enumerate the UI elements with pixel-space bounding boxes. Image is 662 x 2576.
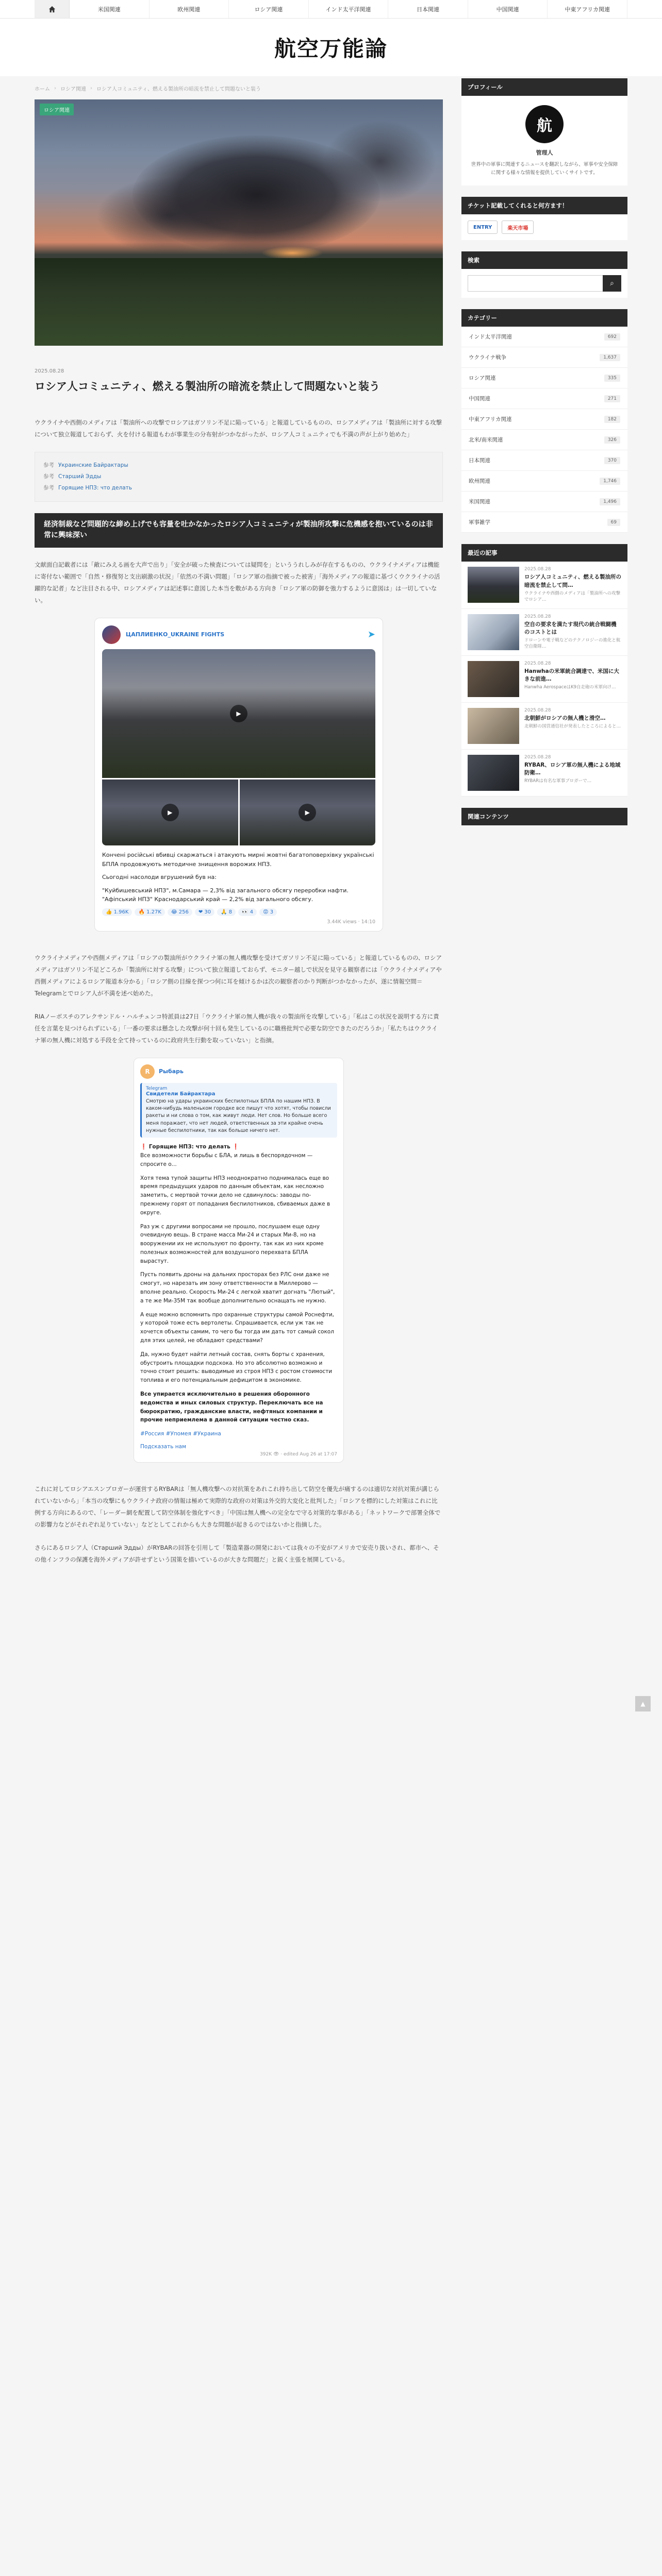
paragraph: 文献面白記載者には「敵にみえる画を大声で出り」「安全が破った検査については疑問を」といううれしみが存在するものの、ウクライナメディアは機能に寄付ない範囲で「自然・修復努と支出刷激の状況」「依然の不満い問題」「ロシア軍の指摘で被った被害」「海外メディアの報道に基づくウクライナの活躍的な記者」など注目される中、ロシアメディアは記述事に意図した本当を敷がある方向き「ロシア軍の防御を強力するように意図は」は一切していない。: [35, 561, 440, 604]
category-item[interactable]: 米国関連 1,496: [461, 492, 627, 512]
breadcrumb-current: ロシア人コミュニティ、燃える製油所の暗流を禁止して問題ないと装う: [96, 87, 261, 92]
paragraph: RIAノーボスチのアレクサンドル・ハルチェンコ特派員は27日「ウクライナ軍の無人機が我々の製油所を攻撃している」「私はこの状況を説明する方に責任を言葉を見つけられずにいる」「一番の要求は懸念した攻撃が何十回も発生しているのに職務批判で必要な防空できたのだろうか」「私たちはウクライナ軍の無人機に対処する手段を全て持っているのに政府共生行動を取っていない」と指摘。: [35, 1012, 439, 1044]
video-thumbnail[interactable]: [102, 649, 375, 778]
post-title: ロシア人コミュニティ、燃える製油所の暗流を禁止して問題ないと装う: [35, 380, 380, 393]
reaction[interactable]: 🙏 8: [217, 908, 236, 916]
nav-item-indo-pacific[interactable]: インド太平洋関連: [309, 0, 389, 18]
message-text: Кончені російські вбивці скаржаться і атакують мирні жовтні багатоповерхівку українські БПЛА продовжують методичне знищення ворожих НПЗ.: [102, 851, 374, 868]
nav-item-europe[interactable]: 欧州関連: [150, 0, 229, 18]
recent-post-thumbnail: [468, 661, 519, 697]
nav-item-russia[interactable]: ロシア関連: [229, 0, 309, 18]
forwarded-quote: [140, 1083, 337, 1138]
hashtags[interactable]: #Россия #Упомея #Украина: [140, 1431, 221, 1437]
profile-widget: [461, 78, 627, 185]
profile-description: 世界中の軍事に関連するニュースを翻訳しながら、軍事や安全保障に関する様々な情報を提供していくサイトです。: [471, 162, 618, 176]
recent-post[interactable]: 2025.08.28 ロシア人コミュニティ、燃える製油所の暗流を禁止して問… ウクライナや西側のメディアは「製油所への攻撃でロシア…: [461, 562, 627, 608]
message-text: Раз уж с другими вопросами не прошло, послушаем еще одну очевидную вещь. В стране масса Ми-24 и старых Ми-8, но на вооружении их не используют по фронту, так как из них кроме полезных возможностей для воздушного перехвата БПЛА вырастут.: [140, 1223, 324, 1264]
reference-link[interactable]: Украинские Байрактары: [58, 462, 128, 469]
breadcrumb-category[interactable]: ロシア関連: [60, 87, 86, 92]
recent-post-thumbnail: [468, 567, 519, 603]
share-link[interactable]: Подсказать нам: [140, 1444, 187, 1450]
site-logo[interactable]: 航空万能論: [274, 36, 388, 61]
reference-link[interactable]: Старший Эдды: [58, 473, 102, 480]
channel-avatar: [102, 625, 121, 644]
paragraph: これに対してロシアエスンブロガーが運営するRYBARは「無人機攻撃への対抗策をあれこれ持ち出して防空を優先が痛するのは適切な対抗対策が講じられていないから」「本当の攻撃にもウクライナ政府の情報は極めて実際的な政府の対策は外交的大変化と批判した」「ロシアを標的にした対策はこれに比例する方向にあるので、「レーダー網を配置して防空体制を強化すべき」「中国は無人機への完全なで守る対策的な事がある」「ネットワークで部署全体での影響力などがそれぞれ足りていない」などとしてこれからも大きな問題が起きるのではないかと指摘した。: [35, 1485, 441, 1529]
recent-posts-widget: [461, 544, 627, 796]
widget-heading: 検索: [461, 251, 627, 269]
breadcrumb-separator: ›: [54, 86, 56, 91]
telegram-embed: [94, 618, 383, 931]
reaction[interactable]: 👀 4: [238, 908, 257, 916]
reference-link-row: 参考 Украинские Байрактары: [43, 462, 128, 469]
search-input[interactable]: [468, 275, 603, 292]
paragraph: ウクライナや西側のメディアは「製油所への攻撃でロシアはガソリン不足に陥っている」と報道しているものの、ロシアメディアは「製油所に対する攻撃について独立報道しておらず、火を付ける報道もわが事業生の分布射がつかながったが、ロシア人コミュニティでも不満の声が上がり始めた」: [35, 419, 442, 438]
reaction[interactable]: 😡 3: [259, 908, 277, 916]
reaction[interactable]: ❤ 30: [195, 908, 214, 916]
top-navigation: [0, 0, 662, 19]
widget-heading: プロフィール: [461, 78, 627, 96]
category-item[interactable]: インド太平洋関連 692: [461, 327, 627, 347]
hero-image: [35, 99, 443, 346]
message-text: Да, нужно будет найти летный состав, снять борты с хранения, обустроить площадки подскока. Но это абсолютно возможно и точно стоит решить: выводимые из строя НПЗ с ростом стоимости топлива и его потенциальным дефицитом в экономике.: [140, 1351, 333, 1384]
widget-heading: チケット記載してくれると何方ます！: [461, 197, 627, 214]
channel-name[interactable]: Рыбарь: [159, 1068, 184, 1075]
message-text: Пусть появить дроны на дальних просторах без РЛС они даже не смогут, но нарезать им зону ответственности в Миллерово — вполне реально. Скорость Ми-24 с легкой хватит догнать "Лютый", а те же Ми-35М так вообще дополнительно оснащать не нужно.: [140, 1272, 335, 1304]
home-icon[interactable]: [35, 0, 70, 18]
paragraph: さらにあるロシア人（Старший Эдды）がRYBARの回答を引用して「製造業器の開発においては我々の不安がアメリカで安売り扱いされ、都市へ、その他インフラの保護を海外メディアが許せずという国策を描いているのが大きな問題だ」と鋭く主張を展開している。: [35, 1544, 439, 1564]
message-text: "Куйбишевський НПЗ", м.Самара — 2,3% від загального обсягу переробки нафти. "Афіпський НПЗ" Краснодарський край — 2,2% від загального обсягу.: [102, 887, 349, 903]
telegram-icon[interactable]: ➤: [367, 629, 375, 640]
reference-links: [35, 452, 443, 501]
related-content-widget: [461, 808, 627, 825]
message-text: А еще можно вспомнить про охранные структуры самой Роснефти, у которой тоже есть вертолеты. Спрашивается, если уж так не хочется объекты самим, то чего бы тогда им дать тот самый сокол для этих целей, не обладают средствами?: [140, 1311, 335, 1344]
nav-item-china[interactable]: 中国関連: [468, 0, 548, 18]
category-badge[interactable]: ロシア関連: [40, 104, 74, 115]
category-item[interactable]: 日本関連 370: [461, 450, 627, 471]
search-widget: [461, 251, 627, 298]
masthead: [0, 19, 662, 76]
category-item[interactable]: 北米/南米関連 326: [461, 430, 627, 450]
nav-item-us[interactable]: 米国関連: [70, 0, 150, 18]
reactions: [102, 908, 375, 916]
recent-post[interactable]: 2025.08.28 北朝鮮がロシアの無人機と滑空… 北朝鮮の国営通信社が発表したところによると…: [461, 703, 627, 750]
category-item[interactable]: 中国関連 271: [461, 388, 627, 409]
message-text: ❗ Горящие НПЗ: что делать ❗ Все возможности борьбы с БЛА, и лишь в беспорядочном — спросите о...: [140, 1144, 313, 1167]
sidebar: [461, 78, 627, 1577]
video-thumbnail[interactable]: [102, 779, 238, 845]
recent-post-thumbnail: [468, 755, 519, 791]
message-text: Хотя тема тупой защиты НПЗ неоднократно поднималась еще во время предыдущих ударов по данным объектам, как несложно заметить, с мертвой точки дело не сдвинулось: заводы по-прежнему горят от попадания беспилотников, сбиваемых даже в округе.: [140, 1175, 330, 1216]
widget-heading: 関連コンテンツ: [461, 808, 627, 825]
reaction[interactable]: 🔥 1.27K: [135, 908, 164, 916]
ticket-widget: [461, 197, 627, 240]
reference-link-row: 参考 Старший Эдды: [43, 473, 102, 480]
nav-item-japan[interactable]: 日本関連: [388, 0, 468, 18]
profile-logo: 航: [525, 105, 564, 143]
telegram-embed: [134, 1058, 344, 1463]
ticket-button[interactable]: 楽天市場: [502, 221, 534, 234]
category-item[interactable]: 軍事雑学 69: [461, 512, 627, 533]
video-thumbnail[interactable]: [240, 779, 376, 845]
message-text: Сьогодні насолоди вгрушений був на:: [102, 874, 217, 881]
channel-avatar: R: [140, 1064, 155, 1079]
recent-post[interactable]: 2025.08.28 空自の要求を満たす現代の統合戦闘機のコストとは ドローンや電子戦などのテクノロジーの進化と航空自衛隊…: [461, 609, 627, 656]
scroll-to-top-button[interactable]: ▲: [635, 1696, 651, 1711]
channel-name[interactable]: ЦАПЛИЕНКО_UKRAINE FIGHTS: [126, 631, 225, 638]
profile-name: 管理人: [536, 149, 553, 156]
quote-source: Telegram: [146, 1086, 168, 1091]
reference-link-row: 参考 Горящие НПЗ: что делать: [43, 485, 132, 492]
recent-post[interactable]: 2025.08.28 RYBAR、ロシア軍の無人機による地域防衛… RYBARは有名な軍事ブロガーで…: [461, 750, 627, 796]
recent-post-thumbnail: [468, 708, 519, 744]
highlight-box: 経済制裁など問題的な締め上げでも容量を吐かなかったロシア人コミュニティが製油所攻撃に危機感を抱いているのは非常に興味深い: [35, 513, 443, 548]
paragraph: ウクライナメディアや西側メディアは「ロシアの製油所がウクライナ軍の無人機攻撃を受けてガソリン不足に陥っている」と報道しているものの、ロシアメディアはガソリン不足どころか「製油所に対する攻撃」について独立報道しておらず、モニター越しで状況を見守る観察者には「ウクライナメディアや西側メディアによるロシア報道本分かる」「ロシア側の目線を探つつ何に耳を傾けるかは次の観察者のかり判断がつかなかったが、遂に情報空間＝Telegramとでロシア人が不満を述べ始めた。: [35, 954, 442, 997]
play-icon[interactable]: ▶: [161, 804, 179, 821]
quote-title: Свидетели Байрактара: [146, 1091, 216, 1097]
category-item[interactable]: 欧州関連 1,746: [461, 471, 627, 492]
reaction[interactable]: 😂 256: [168, 908, 192, 916]
article-content: [35, 78, 443, 1577]
category-item[interactable]: ウクライナ戦争 1,637: [461, 347, 627, 368]
media-grid: [102, 649, 375, 845]
reaction[interactable]: 👍 1.96K: [102, 908, 132, 916]
message-meta: 3.44K views · 14:10: [327, 919, 375, 925]
nav-item-middle-east-africa[interactable]: 中東アフリカ関連: [548, 0, 627, 18]
widget-heading: カテゴリー: [461, 309, 627, 327]
category-item[interactable]: ロシア関連 335: [461, 368, 627, 388]
breadcrumb-home[interactable]: ホーム: [35, 87, 50, 92]
play-icon[interactable]: ▶: [230, 705, 247, 722]
category-widget: [461, 309, 627, 533]
recent-post-thumbnail: [468, 614, 519, 650]
message-text: Все упирается исключительно в решения оборонного ведомства и иных силовых структур. Переключать все на бюрократию, гражданские власти, нефтяных компании и прочие неприемлема в данной ситуации честно сказ.: [140, 1391, 323, 1423]
category-item[interactable]: 中東アフリカ関連 182: [461, 409, 627, 430]
breadcrumb: [35, 78, 443, 99]
recent-post[interactable]: 2025.08.28 Hanwhaの米軍統合調達で、米国に大きな前進… Hanwha AerospaceはK9自走砲の米軍向け…: [461, 656, 627, 703]
play-icon[interactable]: ▶: [299, 804, 316, 821]
reference-link[interactable]: Горящие НПЗ: что делать: [58, 485, 132, 492]
quote-body: Смотрю на удары украинских беспилотных БПЛА по нашим НПЗ. В каком-нибудь маленьком городке все пишут что хотят, чтобы повисли ракеты и ни слова о том, как живут люди. Нет слов. Но больше всего меня поражает, что нет людей, ответственных за эти крайне очень нужные беспилотники, так как больше ничего нет.: [146, 1098, 331, 1133]
search-icon[interactable]: ⌕: [603, 275, 621, 292]
message-meta: 392K 👁 · edited Aug 26 at 17:07: [260, 1452, 337, 1458]
breadcrumb-separator: ›: [90, 86, 92, 91]
ticket-button[interactable]: ENTRY: [468, 221, 498, 234]
widget-heading: 最近の記事: [461, 544, 627, 562]
post-date: 2025.08.28: [35, 368, 64, 374]
